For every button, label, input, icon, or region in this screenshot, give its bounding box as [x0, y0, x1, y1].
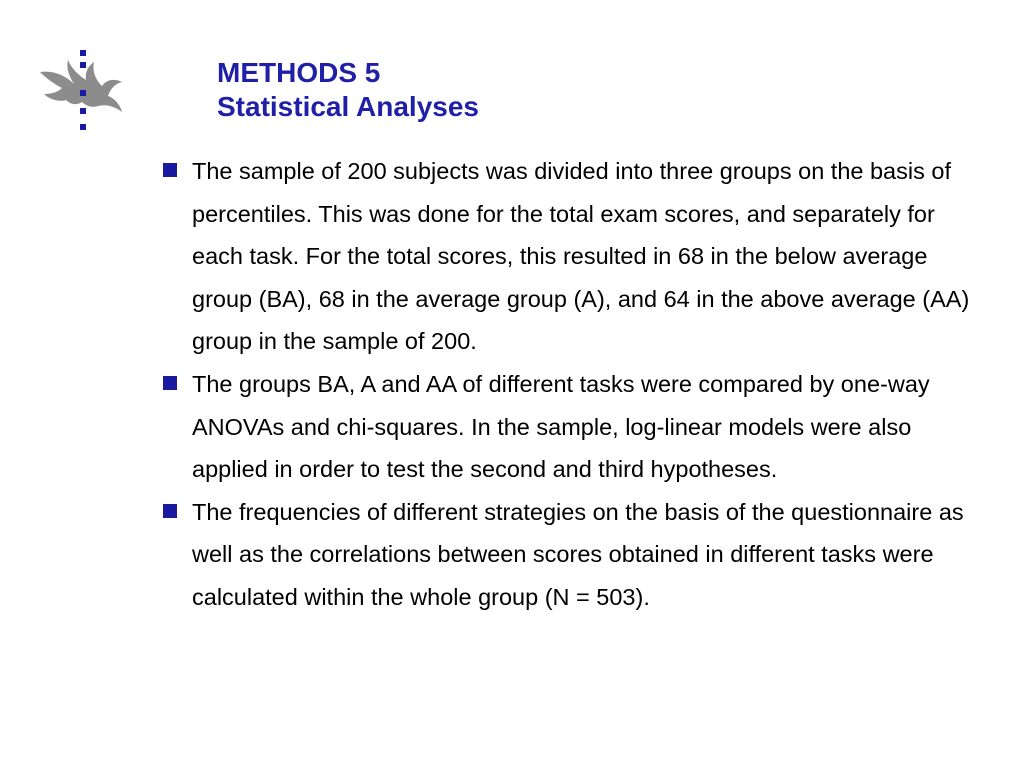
bullet-item — [160, 363, 990, 491]
slide-title-line-2: Statistical Analyses — [217, 91, 479, 122]
slide-title-line-1: METHODS 5 — [217, 57, 381, 88]
square-bullet-icon — [163, 504, 177, 518]
bullet-item — [160, 150, 990, 363]
square-bullet-icon — [163, 376, 177, 390]
bullet-text: The frequencies of different strategies on the basis of the questionnaire as well as the correlations between scores obtained in different tasks were calculated within the whole group (N = 503). — [192, 498, 964, 610]
slide-title — [217, 56, 479, 124]
bullet-item — [160, 491, 990, 619]
university-flame-logo-icon — [36, 46, 126, 136]
square-bullet-icon — [163, 163, 177, 177]
bullet-list — [160, 150, 990, 619]
bullet-text: The groups BA, A and AA of different tasks were compared by one-way ANOVAs and chi-squares. In the sample, log-linear models were also applied in order to test the second and third hypotheses. — [192, 370, 930, 483]
bullet-text: The sample of 200 subjects was divided into three groups on the basis of percentiles. This was done for the total exam scores, and separately for each task. For the total scores, this resulted in 68 in the below average group (BA), 68 in the average group (A), and 64 in the above average (AA) group in the sample of 200. — [192, 158, 970, 355]
